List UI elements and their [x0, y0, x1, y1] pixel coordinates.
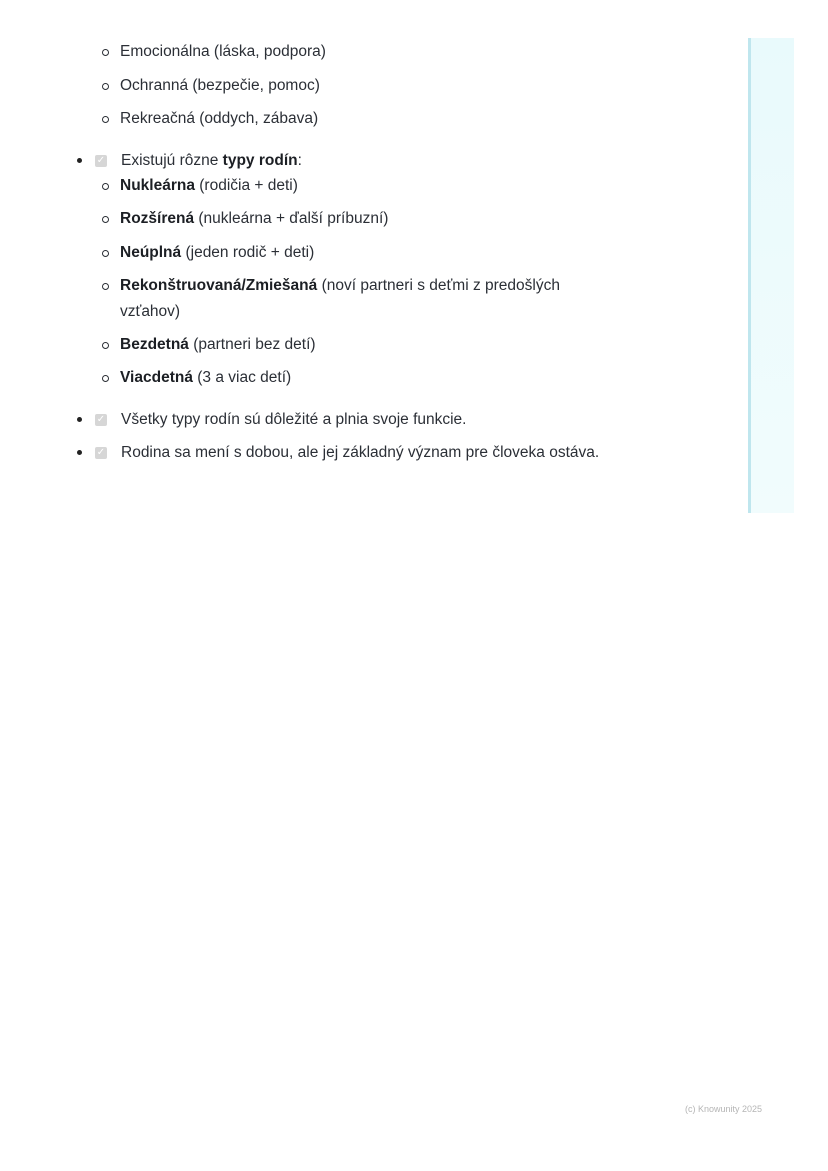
footer-copyright: (c) Knowunity 2025 [685, 1104, 763, 1114]
type-desc: (nukleárna + ďalší príbuzní) [194, 210, 389, 227]
type-name: Bezdetná [120, 336, 189, 353]
text: Všetky typy rodín sú dôležité a plnia svoje funkcie. [121, 411, 467, 428]
list-item [120, 336, 316, 354]
list-item: Rekreačná (oddych, zábava) [120, 110, 319, 127]
list-item [120, 369, 291, 387]
list-item [120, 244, 314, 262]
type-desc: (3 a viac detí) [192, 369, 292, 386]
type-desc-continued: vzťahov) [120, 303, 181, 320]
type-desc: (jeden rodič + deti) [181, 244, 315, 261]
type-desc: (noví partneri s deťmi z predošlých [317, 277, 560, 294]
list-item [96, 411, 467, 429]
checkbox-icon: ✓ [96, 155, 106, 166]
bullet-icon [77, 158, 82, 163]
type-name: Rekonštruovaná/Zmiešaná [120, 277, 318, 294]
type-name: Nukleárna [120, 177, 195, 194]
list-item: Emocionálna (láska, podpora) [120, 43, 326, 60]
list-item [120, 177, 298, 195]
type-name: Rozšírená [120, 210, 195, 227]
list-item: Ochranná (bezpečie, pomoc) [120, 77, 320, 94]
text: : [297, 152, 302, 169]
list-item [120, 210, 388, 228]
text: Existujú rôzne [121, 152, 223, 169]
checkbox-icon: ✓ [96, 414, 106, 425]
side-panel [748, 38, 794, 513]
text: Rodina sa mení s dobou, ale jej základný význam pre človeka ostáva. [121, 444, 600, 461]
list-item [120, 277, 560, 295]
type-desc: (partneri bez detí) [188, 336, 316, 353]
checkbox-icon: ✓ [96, 447, 106, 458]
type-name: Neúplná [120, 244, 182, 261]
list-item-types [96, 152, 302, 170]
bullet-icon [77, 417, 82, 422]
type-name: Viacdetná [120, 369, 193, 386]
type-desc: (rodičia + deti) [194, 177, 298, 194]
bullet-icon [77, 450, 82, 455]
bold-text: typy rodín [222, 152, 298, 169]
list-item [96, 444, 600, 462]
